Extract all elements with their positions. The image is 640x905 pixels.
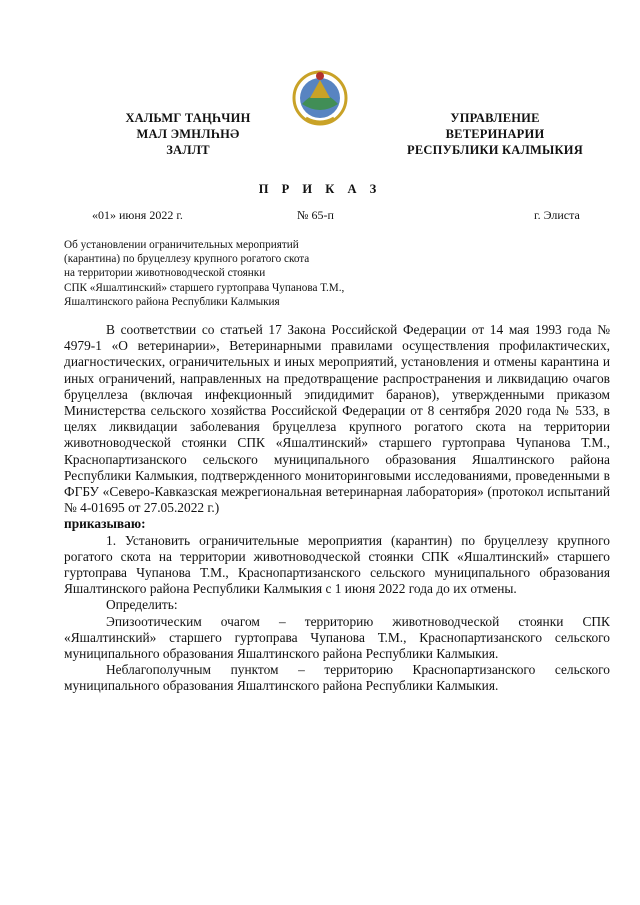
subject-line: (карантина) по бруцеллезу крупного рогатого скота bbox=[64, 253, 310, 266]
clause-1-paragraph: 1. Установить ограничительные мероприятия (карантин) по бруцеллезу крупного рогатого скота на территории животноводческой стоянки СПК «Яшалтинский» старшего гуртоправа Чупанова Т.М., Краснопартизанского сельского муниципального образования Яшалтинского района Республики Калмыкия с 1 июня 2022 года до их отмены. bbox=[64, 532, 610, 597]
header-right-line-2: ВЕТЕРИНАРИИ bbox=[445, 127, 545, 141]
document-title: П Р И К А З bbox=[258, 182, 382, 196]
subject-line: СПК «Яшалтинский» старшего гуртоправа Чупанова Т.М., bbox=[64, 281, 345, 294]
order-subject bbox=[64, 238, 344, 309]
preamble-paragraph: В соответствии со статьей 17 Закона Российской Федерации от 14 мая 1993 года № 4979-1 «О ветеринарии», Ветеринарными правилами осуществления профилактических, диагностических, ограничительных и иных мероприятий, установления и отмены карантина и иных ограничений, направленных на предотвращение распространения и ликвидацию очагов бруцеллеза (включая инфекционный эпидидимит баранов), утвержденными приказом Министерства сельского хозяйства Российской Федерации от 8 сентября 2020 года № 533, в целях ликвидации заболевания бруцеллеза крупного рогатого скота на территории животноводческой стоянки СПК «Яшалтинский» старшего гуртоправа Чупанова Т.М., Краснопартизанского сельского муниципального образования Яшалтинского района Республики Калмыкия, подтвержденного мониторинговыми исследованиями, проведенными в ФГБУ «Северо-Кавказская межрегиональная ветеринарная лаборатория» (протокол испытаний № 4-01695 от 27.05.2022 г.) bbox=[64, 322, 610, 516]
header-kalmyk-title bbox=[98, 110, 278, 158]
header-russian-title bbox=[390, 110, 600, 158]
kalmykia-emblem-icon bbox=[288, 64, 352, 128]
epizootic-focus-paragraph: Эпизоотическим очагом – территорию животноводческой стоянки СПК «Яшалтинский» старшего гуртоправа Чупанова Т.М., Краснопартизанского сельского муниципального образования Яшалтинского района Республики Калмыкия. bbox=[64, 613, 610, 662]
header-left-line-3: ЗАЛЛТ bbox=[166, 143, 210, 157]
subject-line: на территории животноводческой стоянки bbox=[64, 267, 266, 280]
order-place: г. Элиста bbox=[534, 208, 580, 222]
order-date: «01» июня 2022 г. bbox=[92, 208, 183, 222]
header-right-line-1: УПРАВЛЕНИЕ bbox=[450, 111, 540, 125]
order-number: № 65-п bbox=[297, 208, 334, 222]
unfavorable-point-paragraph: Неблагополучным пунктом – территорию Краснопартизанского сельского муниципального образования Яшалтинского района Республики Калмыкия. bbox=[64, 662, 610, 694]
subject-line: Яшалтинского района Республики Калмыкия bbox=[64, 295, 280, 308]
header-left-line-2: МАЛ ЭМНЛҺНӘ bbox=[136, 127, 240, 141]
define-heading: Определить: bbox=[106, 597, 178, 613]
subject-line: Об установлении ограничительных мероприятий bbox=[64, 239, 299, 251]
header-right-line-3: РЕСПУБЛИКИ КАЛМЫКИЯ bbox=[407, 143, 583, 157]
order-body bbox=[64, 322, 610, 695]
order-keyword: приказываю: bbox=[64, 516, 146, 532]
header-left-line-1: ХАЛЬМГ ТАҢҺЧИН bbox=[125, 111, 251, 125]
